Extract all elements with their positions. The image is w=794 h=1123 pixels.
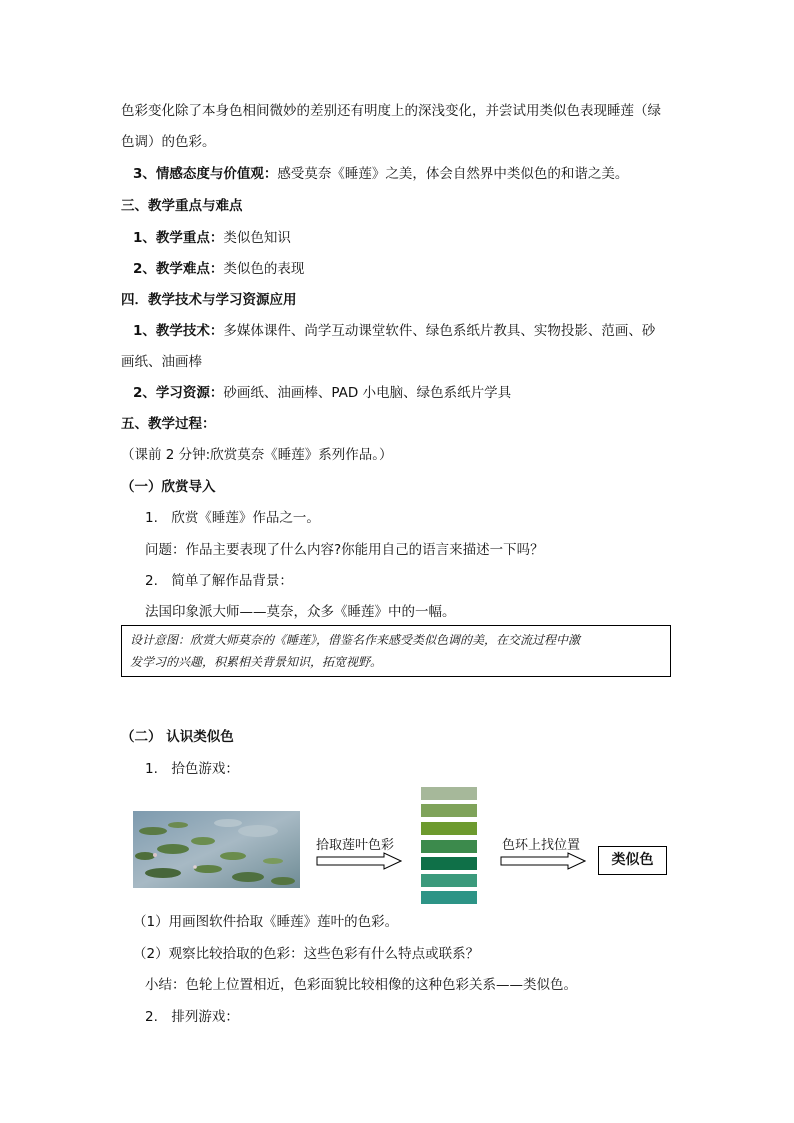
arrow-label: 拾取莲叶色彩 — [316, 838, 395, 853]
paragraph-line: 1. 欣赏《睡莲》作品之一。 — [145, 510, 320, 526]
paragraph-line: 色彩变化除了本身色相间微妙的差别还有明度上的深浅变化，并尝试用类似色表现睡莲（绿 — [121, 103, 661, 119]
lily-flower — [153, 853, 157, 857]
design-intent-box — [121, 625, 671, 677]
lily-pad — [194, 865, 222, 873]
lily-pad — [168, 822, 188, 828]
color-swatch — [421, 822, 477, 835]
note-line: 设计意图：欣赏大师莫奈的《睡莲》，借鉴名作来感受类似色调的美，在交流过程中激 — [130, 633, 581, 647]
paragraph-line: 色调）的色彩。 — [121, 134, 216, 150]
paragraph-line: 画纸、油画棒 — [121, 354, 202, 370]
note-line: 发学习的兴趣，积累相关背景知识，拓宽视野。 — [130, 655, 383, 669]
section-heading: 五、教学过程： — [121, 416, 216, 432]
lily-pad — [232, 872, 264, 882]
water-reflection — [238, 825, 278, 837]
item-label: 3、情感态度与价值观： — [133, 166, 278, 182]
paragraph-line: 法国印象派大师——莫奈，众多《睡莲》中的一幅。 — [145, 604, 456, 620]
color-swatch — [421, 787, 477, 800]
item-label: 1、教学重点： — [133, 230, 224, 246]
paragraph-line — [133, 164, 628, 184]
section-heading: 四．教学技术与学习资源应用 — [121, 292, 297, 308]
lily-pad — [263, 858, 283, 864]
lily-pad — [191, 837, 215, 845]
lily-pad — [135, 852, 155, 860]
paragraph-line — [133, 228, 291, 248]
paragraph-line: 问题：作品主要表现了什么内容?你能用自己的语言来描述一下吗？ — [145, 542, 544, 558]
item-label: 2、教学难点： — [133, 261, 224, 277]
arrow-right-icon — [316, 852, 402, 870]
lily-pad — [220, 852, 246, 860]
lily-pad — [271, 877, 295, 885]
section-heading: 三、教学重点与难点 — [121, 198, 243, 214]
color-swatch — [421, 840, 477, 853]
color-swatch — [421, 874, 477, 887]
item-text: 砂画纸、油画棒、PAD 小电脑、绿色系纸片学具 — [223, 385, 512, 401]
subsection-heading: （一）欣赏导入 — [121, 479, 216, 495]
item-text: 类似色的表现 — [223, 261, 305, 277]
color-swatch — [421, 857, 477, 870]
paragraph-line: 2. 简单了解作品背景： — [145, 573, 293, 589]
subsection-heading: （二） 认识类似色 — [121, 729, 234, 745]
lily-pad — [139, 827, 167, 835]
water-reflection — [214, 819, 242, 827]
paragraph-line: （1）用画图软件拾取《睡莲》莲叶的色彩。 — [133, 914, 399, 930]
lily-pad — [145, 868, 181, 878]
item-text: 类似色知识 — [223, 230, 291, 246]
item-label: 2、学习资源： — [133, 385, 224, 401]
paragraph-line: （2）观察比较拾取的色彩：这些色彩有什么特点或联系？ — [133, 946, 480, 962]
paragraph-line — [133, 321, 655, 341]
color-swatch — [421, 804, 477, 817]
paragraph-line — [133, 383, 511, 403]
arrow-label: 色环上找位置 — [502, 838, 581, 853]
arrow-right-icon — [500, 852, 586, 870]
paragraph-line: 1. 拾色游戏： — [145, 761, 239, 777]
item-text: 多媒体课件、尚学互动课堂软件、绿色系纸片教具、实物投影、范画、砂 — [223, 323, 656, 339]
color-swatch — [421, 891, 477, 904]
paragraph-line: 小结：色轮上位置相近，色彩面貌比较相像的这种色彩关系——类似色。 — [145, 977, 577, 993]
water-lilies-painting — [133, 811, 300, 888]
result-box: 类似色 — [598, 846, 667, 875]
paragraph-line: （课前 2 分钟:欣赏莫奈《睡莲》系列作品。） — [121, 447, 393, 463]
lily-flower — [193, 865, 197, 869]
lily-pad — [157, 844, 189, 854]
item-label: 1、教学技术： — [133, 323, 224, 339]
paragraph-line: 2. 排列游戏： — [145, 1009, 239, 1025]
paragraph-line — [133, 259, 304, 279]
item-text: 感受莫奈《睡莲》之美，体会自然界中类似色的和谐之美。 — [277, 166, 629, 182]
